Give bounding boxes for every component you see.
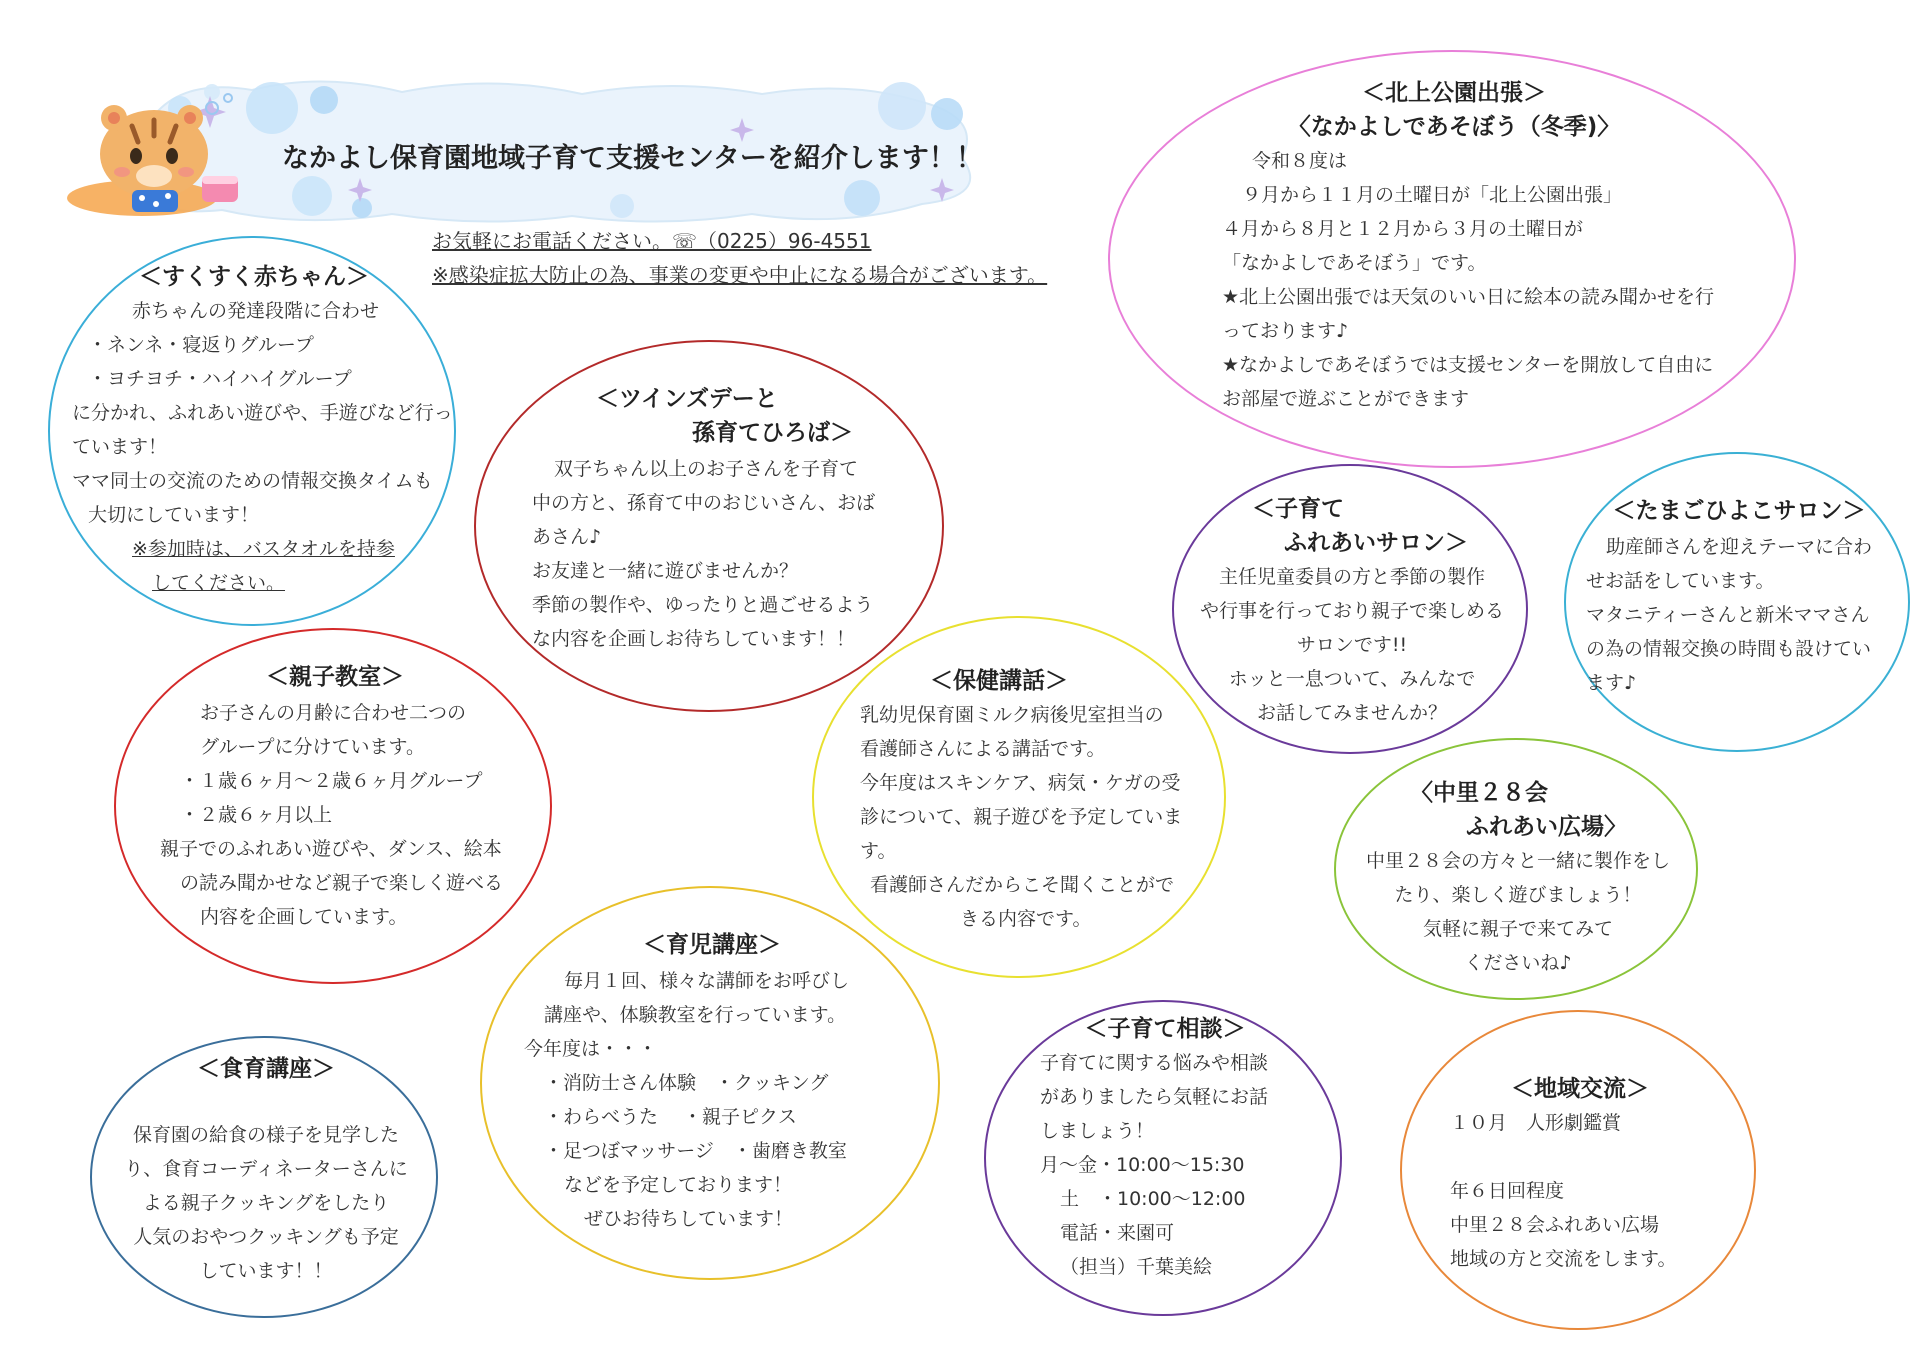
text-line: きる内容です。 (960, 908, 1092, 930)
text-line: 診について、親子遊びを予定していま (860, 806, 1183, 828)
text-line: 乳幼児保育園ミルク病後児室担当の (860, 704, 1164, 726)
text-line: っております♪ (1222, 320, 1349, 342)
section-ikuji (480, 886, 940, 1280)
text-line: の読み聞かせなど親子で楽しく遊べる (180, 872, 504, 894)
section-kitakami (1108, 50, 1796, 468)
text-line: ・足つぼマッサージ ・歯磨き教室 (544, 1140, 847, 1162)
section-subtitle: 〈なかよしであそぼう（冬季)〉 (1287, 114, 1621, 140)
text-line: ・消防士さん体験 ・クッキング (544, 1072, 829, 1094)
contact-info (432, 224, 1047, 292)
section-title: ＜育児講座＞ (643, 932, 781, 958)
text-line: 中の方と、孫育て中のおじいさん、おば (532, 492, 876, 514)
text-line: ・１歳６ヶ月～２歳６ヶ月グループ (180, 770, 483, 792)
text-line: ています！ (72, 436, 168, 458)
text-line: や行事を行っており親子で楽しめる (1199, 600, 1504, 622)
text-line: 「なかよしであそぼう」です。 (1222, 252, 1487, 274)
note-line: してください。 (152, 572, 286, 594)
text-line: お子さんの月齢に合わせ二つの (200, 702, 467, 724)
section-salon (1172, 464, 1528, 754)
text-line: ママ同士の交流のための情報交換タイムも (72, 470, 433, 492)
section-title: ＜子育て (1252, 496, 1344, 522)
section-title: ＜親子教室＞ (266, 664, 404, 690)
text-line: あさん♪ (532, 526, 602, 548)
text-line: ます♪ (1586, 672, 1637, 694)
text-line: お友達と一緒に遊びませんか？ (532, 560, 799, 582)
note-line: ※参加時は、バスタオルを持参 (132, 538, 395, 560)
text-line: ９月から１１月の土曜日が「北上公園出張」 (1242, 184, 1623, 206)
section-title: ＜食育講座＞ (197, 1056, 335, 1082)
text-line: 土 ・10:00～12:00 (1060, 1188, 1246, 1210)
section-title: ＜たまごひよこサロン＞ (1612, 498, 1866, 524)
text-line: ★なかよしであそぼうでは支援センターを開放して自由に (1222, 354, 1714, 376)
text-line: がありましたら気軽にお話 (1040, 1086, 1269, 1108)
section-nakazato (1334, 738, 1698, 1000)
text-line: １０月 人形劇鑑賞 (1450, 1112, 1622, 1134)
text-line: しています！！ (199, 1260, 333, 1282)
section-subtitle: ふれあいサロン＞ (1284, 530, 1468, 556)
text-line: り、食育コーディネーターさんに (124, 1158, 408, 1180)
text-line: たり、楽しく遊びましょう！ (1394, 884, 1642, 906)
text-line: す。 (860, 840, 897, 862)
text-line: 子育てに関する悩みや相談 (1040, 1052, 1269, 1074)
text-line: お話してみませんか？ (1256, 702, 1447, 724)
text-line: ・ネンネ・寝返りグループ (88, 334, 314, 356)
text-line: 内容を企画しています。 (200, 906, 408, 928)
section-sukusuku (48, 236, 456, 626)
section-subtitle: 孫育てひろば＞ (692, 420, 853, 446)
text-line: よる親子クッキングをしたり (142, 1192, 390, 1214)
text-line: 主任児童委員の方と季節の製作 (1218, 566, 1485, 588)
section-title: ＜すくすく赤ちゃん＞ (139, 264, 369, 290)
text-line: ホッと一息ついて、みんなで (1228, 668, 1476, 690)
text-line: 今年度はスキンケア、病気・ケガの受 (860, 772, 1181, 794)
section-subtitle: ふれあい広場〉 (1466, 814, 1627, 840)
text-line: 中里２８会の方々と一緒に製作をし (1365, 850, 1670, 872)
text-line: 看護師さんによる講話です。 (860, 738, 1106, 760)
text-line: （担当）千葉美絵 (1060, 1256, 1213, 1278)
text-line: 看護師さんだからこそ聞くことがで (870, 874, 1175, 896)
text-line: お部屋で遊ぶことができます (1222, 388, 1470, 410)
text-line: などを予定しております！ (564, 1174, 793, 1196)
text-line: 月～金・10:00～15:30 (1040, 1154, 1245, 1176)
phone-line[interactable]: お気軽にお電話ください。☏（0225）96-4551 (432, 229, 872, 253)
page-title: なかよし保育園地域子育て支援センターを紹介します！！ (282, 143, 983, 174)
text-line: ４月から８月と１２月から３月の土曜日が (1222, 218, 1584, 240)
text-line: ・ヨチヨチ・ハイハイグループ (88, 368, 352, 390)
text-line (1450, 1140, 1676, 1174)
text-line: 保育園の給食の様子を見学した (132, 1124, 399, 1146)
text-line: に分かれ、ふれあい遊びや、手遊びなど行っ (72, 402, 453, 424)
text-line: 大切にしています！ (88, 504, 260, 526)
text-line: サロンです!! (1296, 634, 1408, 656)
section-chiiki (1400, 1010, 1756, 1330)
section-hoken (812, 616, 1226, 978)
text-line: 電話・来園可 (1060, 1222, 1175, 1244)
text-line: マタニティーさんと新米ママさん (1586, 604, 1870, 626)
text-line: ぜひお待ちしています！ (584, 1208, 794, 1230)
section-title: ＜北上公園出張＞ (1362, 80, 1546, 106)
text-line: ★北上公園出張では天気のいい日に絵本の読み聞かせを行 (1222, 286, 1715, 308)
text-line: ・わらべうた ・親子ピクス (544, 1106, 797, 1128)
text-line: 講座や、体験教室を行っています。 (544, 1004, 847, 1026)
text-line: くださいね♪ (1464, 952, 1572, 974)
text-line: 今年度は・・・ (524, 1038, 658, 1060)
section-shokuiku (90, 1036, 438, 1318)
text-line: 中里２８会ふれあい広場 (1450, 1214, 1660, 1236)
text-line: せお話をしています。 (1586, 570, 1775, 592)
text-line: 季節の製作や、ゆったりと過ごせるよう (532, 594, 874, 616)
text-line: しましょう！ (1040, 1120, 1155, 1142)
section-twins (474, 340, 944, 712)
text-line: ・２歳６ヶ月以上 (180, 804, 333, 826)
section-tamago (1564, 452, 1910, 752)
section-title: ＜保健講話＞ (930, 668, 1068, 694)
text-line: 地域の方と交流をします。 (1450, 1248, 1677, 1270)
section-title: ＜ツインズデーと (596, 386, 778, 412)
text-line: 赤ちゃんの発達段階に合わせ (132, 300, 380, 322)
text-line: 毎月１回、様々な講師をお呼びし (564, 970, 850, 992)
text-line: な内容を企画しお待ちしています！！ (532, 628, 856, 650)
text-line: 親子でのふれあい遊びや、ダンス、絵本 (160, 838, 502, 860)
notice-line: ※感染症拡大防止の為、事業の変更や中止になる場合がございます。 (432, 263, 1048, 287)
text-line: 人気のおやつクッキングも予定 (133, 1226, 399, 1248)
text-line: 令和８度は (1252, 150, 1348, 172)
text-line: グループに分けています。 (200, 736, 425, 758)
text-line: 助産師さんを迎えテーマに合わ (1606, 536, 1873, 558)
text-line: 双子ちゃん以上のお子さんを子育て (554, 458, 859, 480)
section-title: 〈中里２８会 (1410, 780, 1548, 806)
section-soudan (984, 1000, 1342, 1316)
header-banner (62, 78, 992, 228)
section-title: ＜地域交流＞ (1511, 1076, 1649, 1102)
tiger-mascot-icon (62, 78, 262, 218)
text-line: 気軽に親子で来てみて (1422, 918, 1613, 940)
section-title: ＜子育て相談＞ (1084, 1016, 1246, 1042)
text-line: の為の情報交換の時間も設けてい (1586, 638, 1872, 660)
text-line: 年６日回程度 (1450, 1180, 1565, 1202)
